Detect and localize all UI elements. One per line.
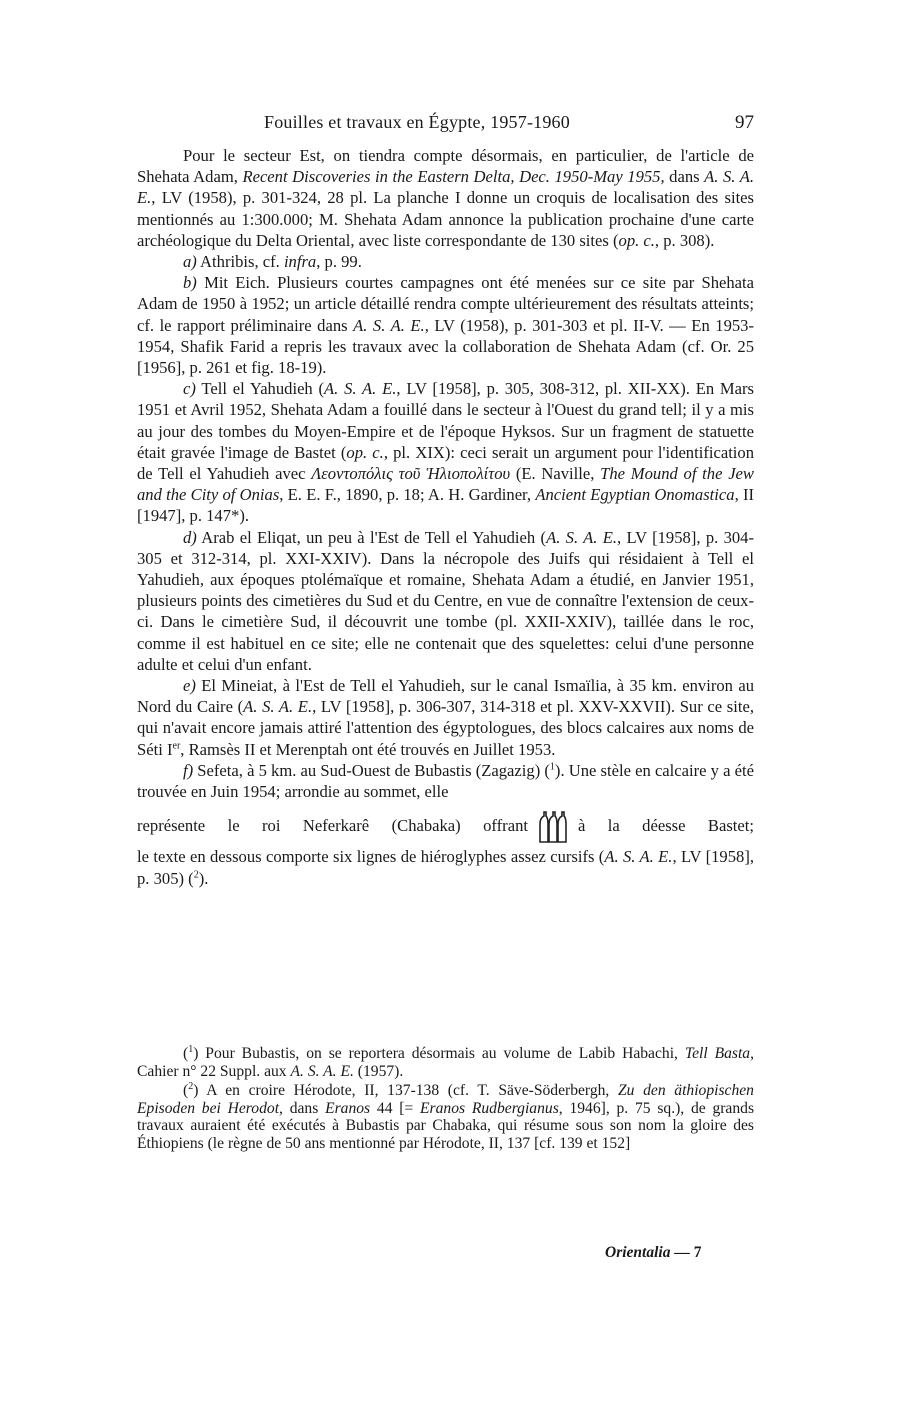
text: , 1946], p. 75 sq.), de grands travaux auraient été exécutés à Bubastis par Chabaka, qui résume sous son nom la gloire des Éthiopiens (le règne de 50 ans mentionné par Hérodote, II, 137 [cf. 139 et 152] [137,1099,755,1152]
text: (1957). [353,1062,404,1080]
running-header [137,112,754,138]
text: Arab el Eliqat, un peu à l'Est de Tell el Yahudieh ( [196,527,547,547]
text: , Cahier n° 22 Suppl. aux [137,1045,754,1080]
text: , Ramsès II et Merenptah ont été trouvés en Juillet 1953. [180,739,556,759]
greek-text: Λεοντοπόλις τοῦ Ἡλιοπολίτου [311,464,511,484]
italic-title: The Mound of the Jew and the City of Onias [137,464,754,505]
footnote-mark: 1 [188,1043,194,1055]
item-label: f) [183,760,194,780]
italic-abbrev: A. S. A. E. [324,379,397,399]
text: Athribis, cf. [196,252,284,272]
footnote-ref: 2 [193,868,199,880]
footnote-ref: 1 [549,761,555,773]
paragraph-f-continued [137,846,754,888]
journal-name: Orientalia [605,1244,671,1261]
paragraph-f [137,760,754,802]
item-label: c) [183,379,196,399]
footnote-1: ($^1$) Pour Bubastis, on se reportera désormais au volume de Labib Habachi, Tell Basta, Cahier n° 22 Suppl. aux A. S. A. E. (1957). [137,1043,754,1080]
italic-abbrev: A. S. A. E. [546,527,618,547]
footnotes [137,1045,754,1155]
text: représente le roi Neferkarê (Chabaka) offrant [137,816,528,836]
text: El Mineiat, à l'Est de Tell el Yahudieh, sur le canal Ismaïlia, à 35 km. environ au Nord du Caire ( [137,676,754,717]
text: , LV [1958], p. 304-305 et 312-314, pl. XXI-XXIV). Dans la nécropole des Juifs qui résidaient à Tell el Yahudieh, aux époques ptolémaïque et romaine, Shehata Adam a étudié, en Janvier 1951, plusieurs points des cimetières du Sud et du Centre, en vue de connaître l'extension de ceux-ci. Dans le cimetière Sud, il découvrit une tombe (pl. XXII-XXIV), taillée dans le roc, comme il est habituel en ce site; elle ne contenait que des squelettes: celui d'une personne adulte et celui d'un enfant. [137,527,755,674]
text: dans [664,167,705,187]
italic-word: infra [283,252,317,272]
text: , LV [1958], p. 306-307, 314-318 et pl. XXV-XXVII). Sur ce site, qui n'avait encore jamais attiré l'attention des égyptologues, des blocs calcaires aux noms de Séti I [137,697,754,759]
italic-abbrev: op. c. [346,442,384,462]
text: 44 [= [370,1099,421,1117]
paragraph-c [137,378,754,526]
item-label: a) [183,252,197,272]
text: (E. Naville, [510,464,601,484]
running-title: Fouilles et travaux en Égypte, 1957-1960 [264,112,570,132]
text: A en croire Hérodote, II, 137-138 (cf. T. Säve-Söderbergh, [198,1082,618,1100]
signature-number: 7 [693,1244,702,1261]
text: ). [198,868,209,888]
text: Pour Bubastis, on se reportera désormais au volume de Labib Habachi, [198,1045,685,1062]
text: Pour le secteur Est, on tiendra compte désormais, en particulier, de l'article de Shehata Adam, [137,146,754,187]
italic-title: Recent Discoveries in the Eastern Delta, Dec. 1950-May 1955, [242,167,665,187]
paragraph-d [137,527,754,675]
signature-footer [605,1244,701,1262]
text: , p. 99. [316,252,362,272]
text: à la déesse Bastet; [577,816,754,836]
text: , LV (1958), p. 301-303 et pl. II-V. — En 1953-1954, Shafik Farid a repris les travaux avec la collaboration de Shehata Adam (cf. Or. 25 [1956], p. 261 et fig. 18-19). [137,315,754,378]
text: , LV [1958], p. 305, 308-312, pl. XII-XX). En Mars 1951 et Avril 1952, Shehata Adam a fouillé dans le secteur à l'Ouest du grand tell; il y a mis au jour des tombes du Moyen-Empire et de l'époque Hyksos. Sur un fragment de statuette était gravée l'image de Bastet ( [137,379,755,462]
text: , E. E. F., 1890, p. 18; A. H. Gardiner, [279,485,536,505]
item-label: b) [183,273,197,293]
text: Sefeta, à 5 km. au Sud-Ouest de Bubastis (Zagazig) ( [193,760,550,780]
text: , dans [279,1099,326,1117]
page-number: 97 [735,112,754,133]
text: Mit Eich. Plusieurs courtes campagnes ont été menées sur ce site par Shehata Adam de 1950 à 1952; un article détaillé rendra compte ultérieurement des résultats atteints; cf. le rapport préliminaire dans [137,273,754,335]
hieroglyph-line [137,806,754,846]
hieroglyph-offering-icon [536,810,570,844]
text: ). Une stèle en calcaire y a été trouvée en Juin 1954; arrondie au sommet, elle [137,760,754,802]
italic-title: Zu den äthiopischen Episoden bei Herodot [137,1082,754,1117]
text: , LV [1958], p. 305) ( [137,847,754,888]
text: le texte en dessous comporte six lignes de hiéroglyphes assez cursifs ( [137,847,605,867]
superscript: er [172,740,181,752]
italic-abbrev: A. S. A. E. [604,847,673,867]
paragraph-b [137,272,754,378]
italic-title: Ancient Egyptian Onomastica [535,485,735,505]
paragraph-e [137,675,754,760]
separator: — [670,1244,694,1261]
italic-abbrev: A. S. A. E. [290,1062,354,1080]
text: , pl. XIX): ceci serait un argument pour l'identification de Tell el Yahudieh avec [137,442,755,484]
main-text [137,145,754,889]
item-label: d) [183,527,197,547]
footnote-mark: 2 [188,1081,194,1092]
paragraph-intro [137,145,754,251]
text: Tell el Yahudieh ( [195,379,325,399]
text: , LV (1958), p. 301-324, 28 pl. La planche I donne un croquis de localisation des sites mentionnés au 1:300.000; M. Shehata Adam annonce la publication prochaine d'une carte archéologique du Delta Oriental, avec liste correspondante de 130 sites ( [137,188,754,250]
italic-title: Eranos Rudbergianus [420,1099,559,1117]
italic-abbrev: A. S. A. E. [353,315,425,335]
text: , II [1947], p. 147*). [137,485,754,526]
italic-title: Eranos [325,1099,371,1117]
paragraph-a [137,251,754,272]
italic-abbrev: A. S. A. E. [243,697,313,717]
italic-abbrev: A. S. A. E. [137,167,754,208]
footnote-2: ($^2$) A en croire Hérodote, II, 137-138 (cf. T. Säve-Söderbergh, Zu den äthiopischen Episoden bei Herodot, dans Eranos 44 [= Eranos Rudbergianus, 1946], p. 75 sq.), de grands travaux auraient été exécutés à Bubastis par Chabaka, qui résume sous son nom la gloire des Éthiopiens (le règne de 50 ans mentionné par Hérodote, II, 137 [cf. 139 et 152] [137,1081,755,1152]
italic-title: Tell Basta [684,1045,751,1062]
item-label: e) [183,676,196,696]
text: , p. 308). [654,230,715,250]
italic-abbrev: op. c. [618,230,655,250]
